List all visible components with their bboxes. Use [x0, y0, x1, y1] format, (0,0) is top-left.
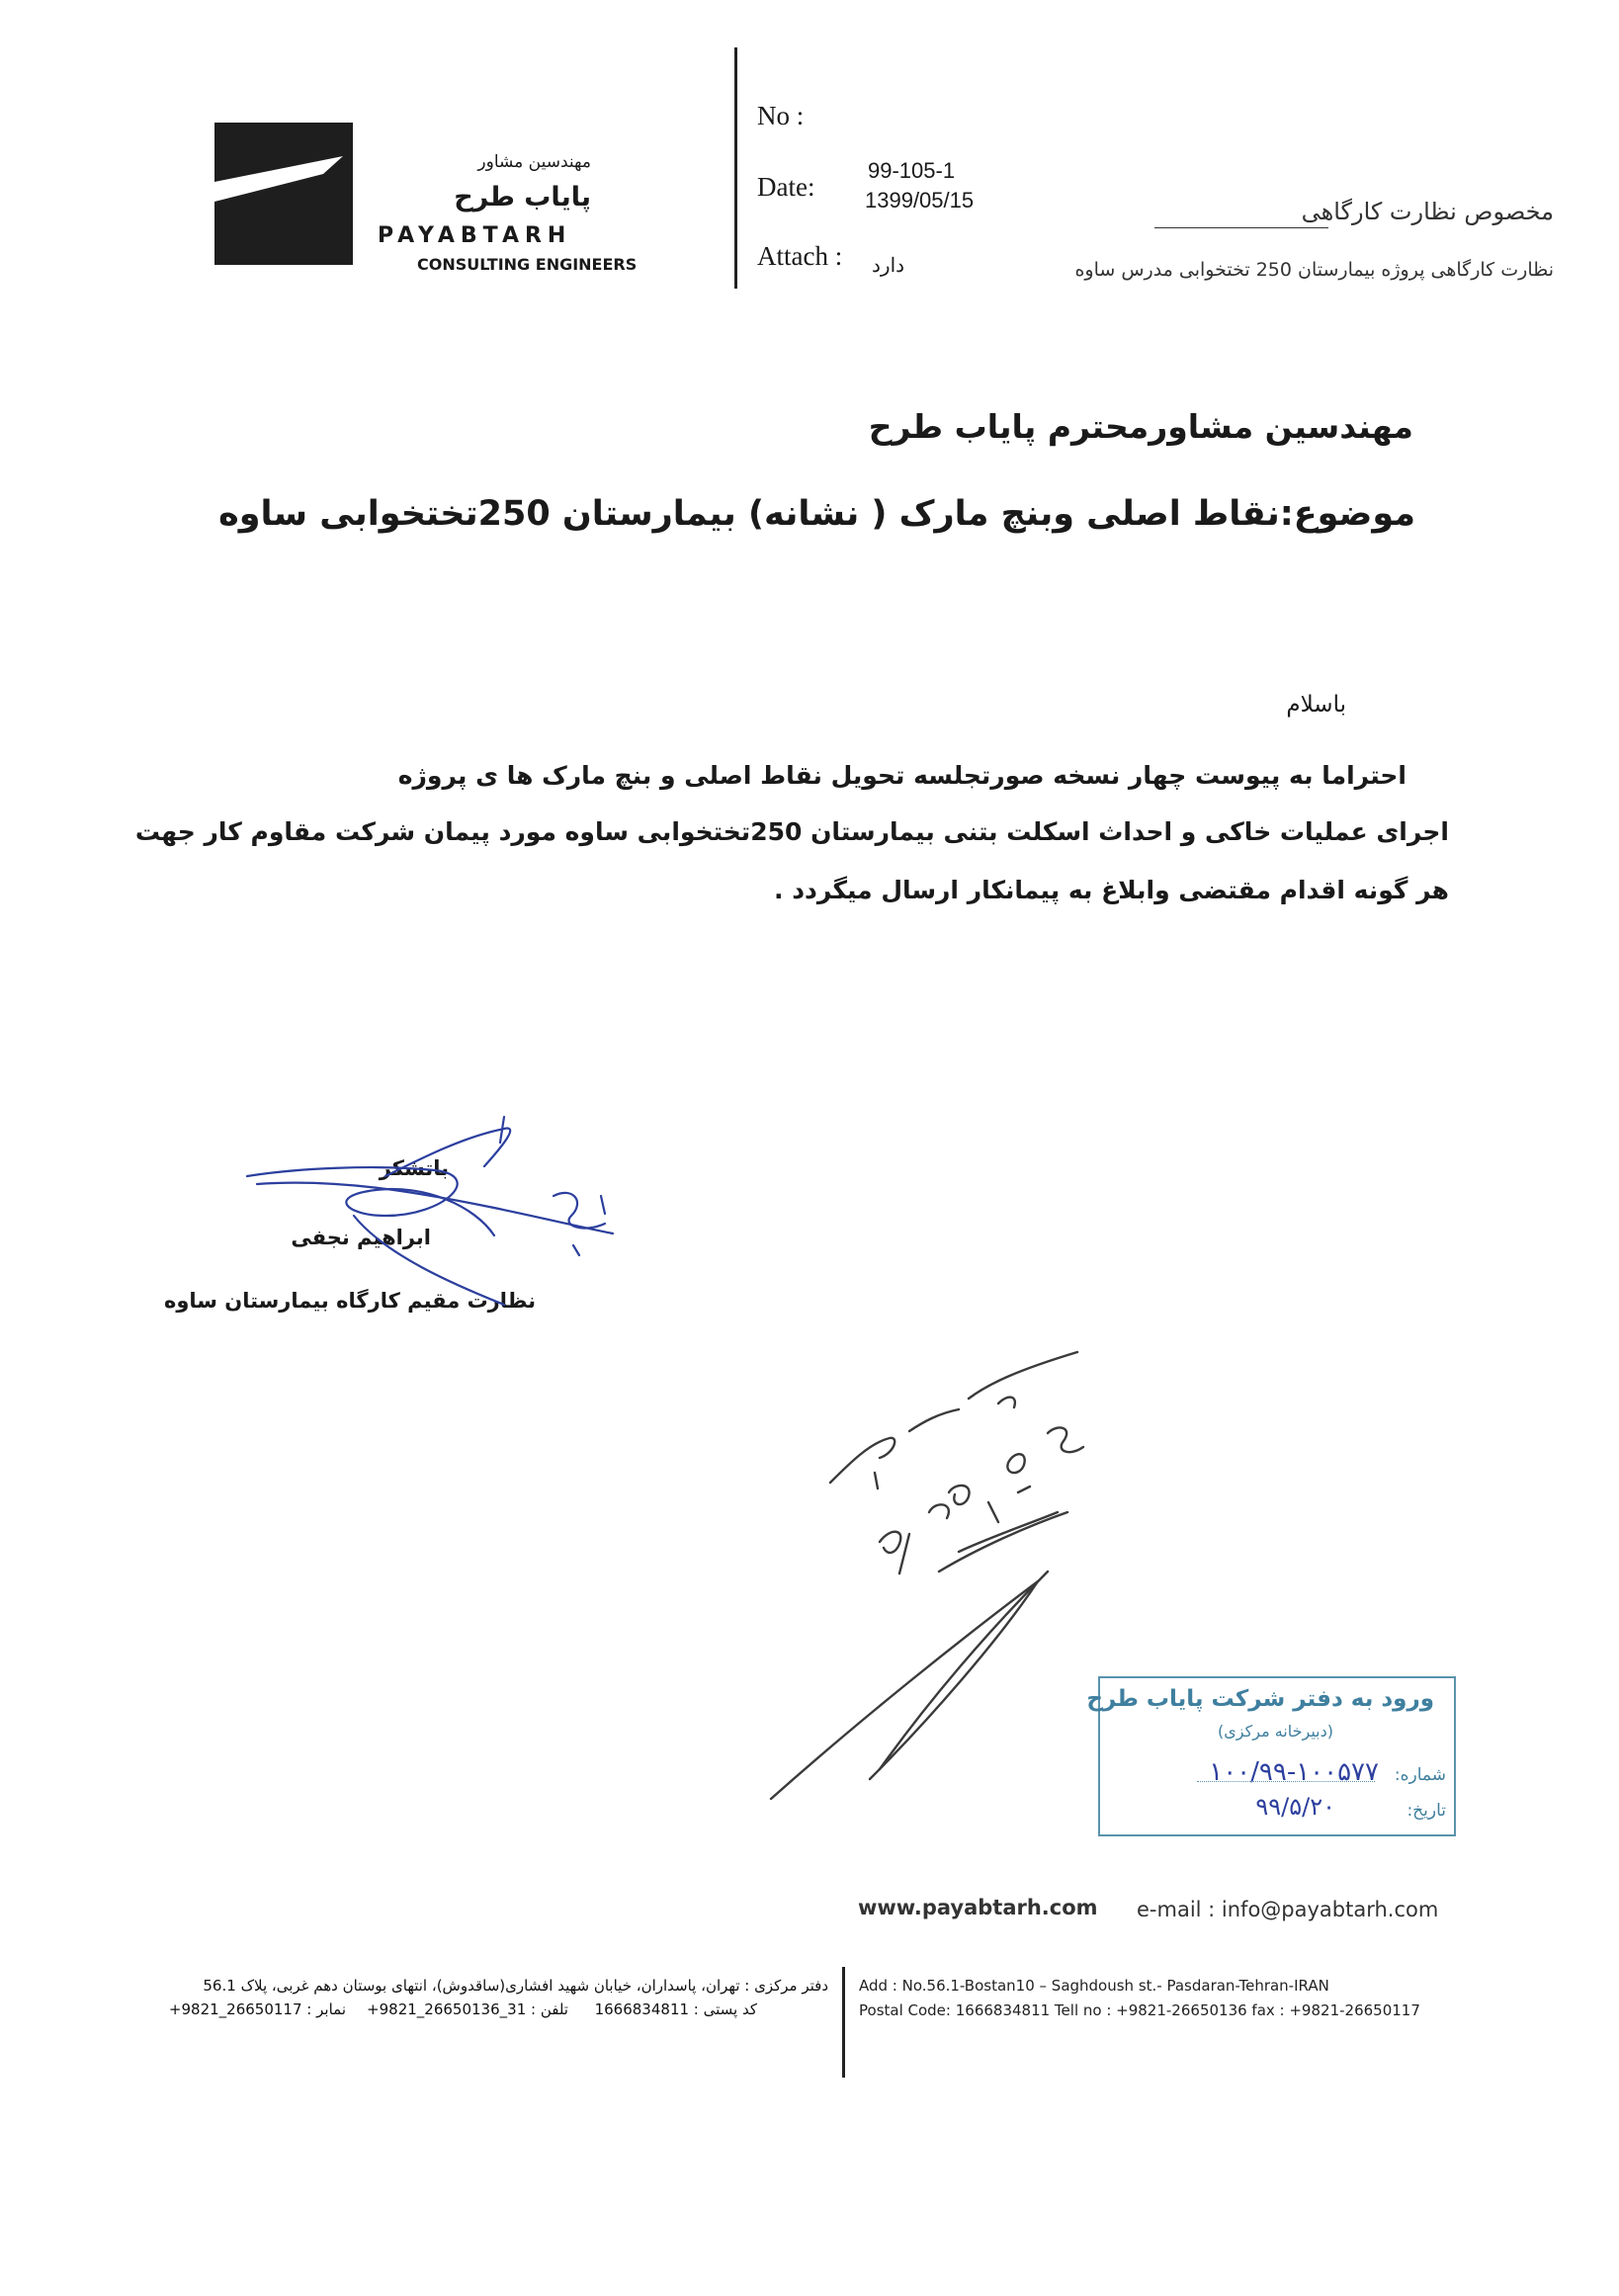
footer-fa-postal: کد پستی : 1666834811: [594, 2000, 757, 2018]
stamp-subtitle: (دبیرخانه مرکزی): [1218, 1722, 1333, 1741]
logo-english-name: PAYABTARH: [378, 223, 572, 248]
subject-line: موضوع:نقاط اصلی وبنچ مارک ( نشانه) بیمارستان 250تختخوابی ساوه: [218, 494, 1415, 534]
email: e-mail : info@payabtarh.com: [1137, 1898, 1439, 1921]
header-divider: [734, 47, 737, 289]
body-line-1: احتراما به پیوست چهار نسخه صورتجلسه تحویل نقاط اصلی و بنچ مارک ها ی پروژه: [397, 761, 1406, 790]
attach-value: دارد: [872, 255, 905, 277]
footer-en-address: Add : No.56.1-Bostan10 – Saghdoush st.- Pasdaran-Tehran-IRAN: [859, 1977, 1329, 1995]
logo-persian-subtitle: مهندسین مشاور: [477, 152, 591, 172]
company-logo: [214, 123, 353, 265]
logo-persian-name: پایاب طرح: [454, 182, 591, 213]
footer-fa-address: دفتر مرکزی : تهران، پاسداران، خیابان شهید افشاری(ساقدوش)، انتهای بوستان دهم غربی، پلاک 56.1: [203, 1977, 828, 1995]
closing: باتشکر: [379, 1156, 449, 1180]
letter-date: 1399/05/15: [865, 188, 975, 213]
supervision-subtitle: نظارت کارگاهی پروژه بیمارستان 250 تختخوابی مدرس ساوه: [1074, 259, 1554, 281]
supervision-underline: [1154, 227, 1328, 228]
body-line-3: هر گونه اقدام مقتضی وابلاغ به پیمانکار ارسال میگردد .: [774, 876, 1449, 904]
signature-icon: [237, 1107, 652, 1324]
no-label: No :: [757, 101, 805, 130]
date-label: Date:: [757, 172, 815, 202]
footer-fa-fax: نمابر : 26650117_9821+: [168, 2000, 346, 2018]
footer-divider: [842, 1967, 845, 2078]
stamp-date-value: ۹۹/۵/۲۰: [1255, 1793, 1335, 1821]
footer-fa-phone: تلفن : 31_26650136_9821+: [367, 2000, 568, 2018]
handwritten-note-icon: [761, 1344, 1156, 1898]
stamp-date-label: تاریخ:: [1406, 1801, 1446, 1821]
logo-mark-icon: [214, 123, 353, 265]
attach-label: Attach :: [757, 241, 843, 271]
logo-english-subtitle: CONSULTING ENGINEERS: [417, 255, 638, 274]
stamp-title: ورود به دفتر شرکت پایاب طرح: [1086, 1686, 1434, 1712]
letter-number: 99-105-1: [868, 158, 956, 183]
signer-name: ابراهیم نجفی: [291, 1226, 431, 1249]
website: www.payabtarh.com: [858, 1896, 1098, 1919]
supervision-title: مخصوص نظارت کارگاهی: [1301, 198, 1554, 225]
greeting: باسلام: [1286, 692, 1346, 718]
stamp-number-line: [1197, 1781, 1375, 1782]
signer-title: نظارت مقیم کارگاه بیمارستان ساوه: [163, 1289, 536, 1313]
footer-en-contact: Postal Code: 1666834811 Tell no : +9821-26650136 fax : +9821-26650117: [859, 2001, 1420, 2019]
recipient: مهندسین مشاورمحترم پایاب طرح: [868, 407, 1413, 446]
receipt-stamp: [1086, 1676, 1456, 1836]
body-line-2: اجرای عملیات خاکی و احداث اسکلت بتنی بیمارستان 250تختخوابی ساوه مورد پیمان شرکت مقاوم کار جهت: [134, 817, 1449, 846]
stamp-number-value: ۱۰۰/۹۹-۱۰۰۵۷۷: [1209, 1757, 1379, 1787]
stamp-number-label: شماره:: [1394, 1765, 1446, 1785]
